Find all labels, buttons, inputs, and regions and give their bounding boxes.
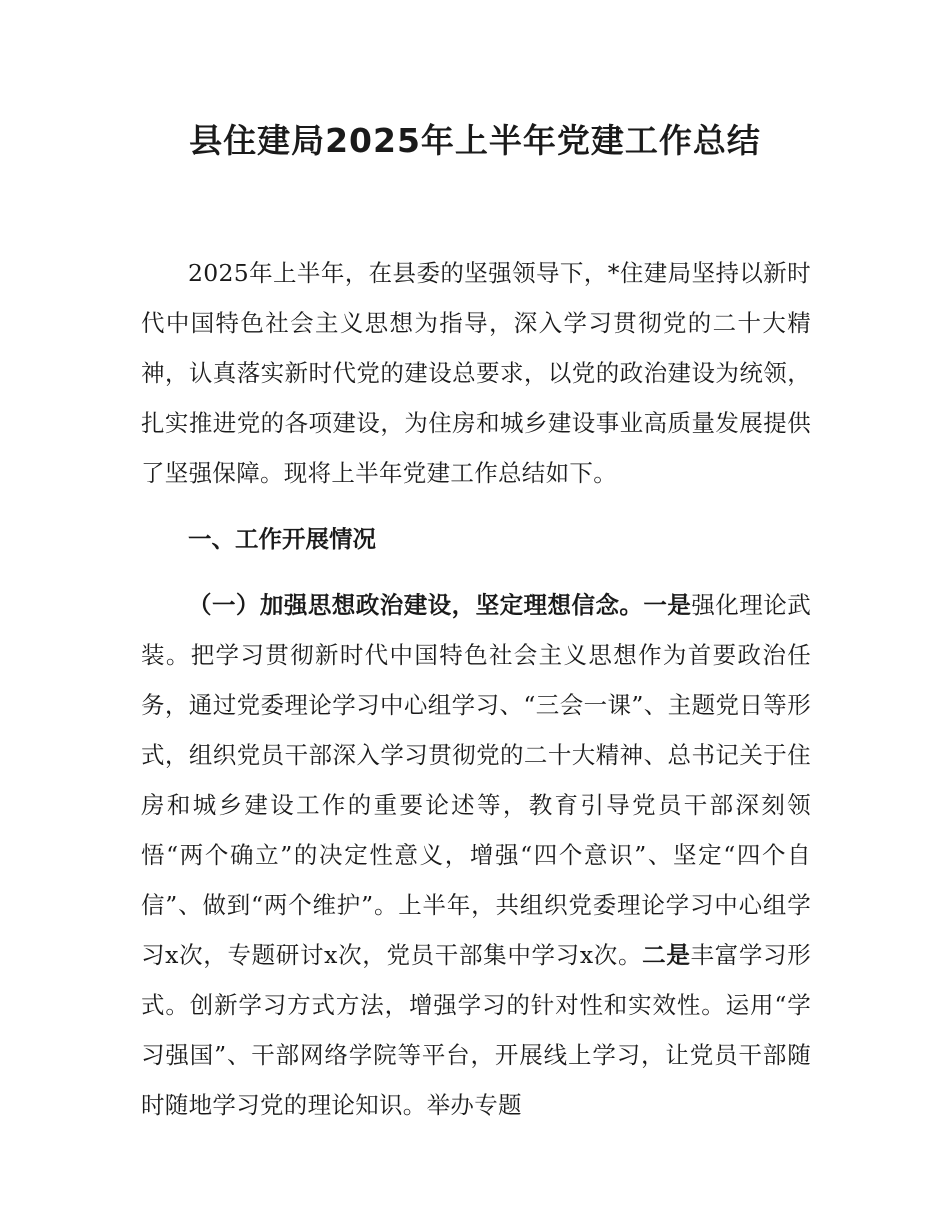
point1-text: 强化理论武装。把学习贯彻新时代中国特色社会主义思想作为首要政治任务，通过党委理论学习中心组学习、“三会一课”、主题党日等形式，组织党员干部深入学习贯彻党的二十大精神、总书记关于住房和城乡建设工作的重要论述等，教育引导党员干部深刻领悟“两个确立”的决定性意义，增强“四个意识”、坚定“四个自信”、做到“两个维护”。上半年，共组织党委理论学习中心组学习x次，专题研讨x次，党员干部集中学习x次。 [141, 591, 811, 969]
subsection-paragraph [141, 580, 811, 1130]
document-title: 县住建局2025年上半年党建工作总结 [189, 121, 761, 160]
section-heading: 一、工作开展情况 [188, 525, 376, 553]
point2-text: 丰富学习形式。创新学习方式方法，增强学习的针对性和实效性。运用“学习强国”、干部网络学院等平台，开展线上学习，让党员干部随时随地学习党的理论知识。举办专题 [141, 941, 812, 1119]
subsection-heading: （一）加强思想政治建设，坚定理想信念。 [188, 591, 644, 619]
intro-paragraph: 2025年上半年，在县委的坚强领导下，*住建局坚持以新时代中国特色社会主义思想为指导，深入学习贯彻党的二十大精神，认真落实新时代党的建设总要求，以党的政治建设为统领，扎实推进党的各项建设，为住房和城乡建设事业高质量发展提供了坚强保障。现将上半年党建工作总结如下。 [141, 259, 811, 487]
point1-lead: 一是 [643, 591, 692, 619]
point2-lead: 二是 [642, 941, 691, 969]
